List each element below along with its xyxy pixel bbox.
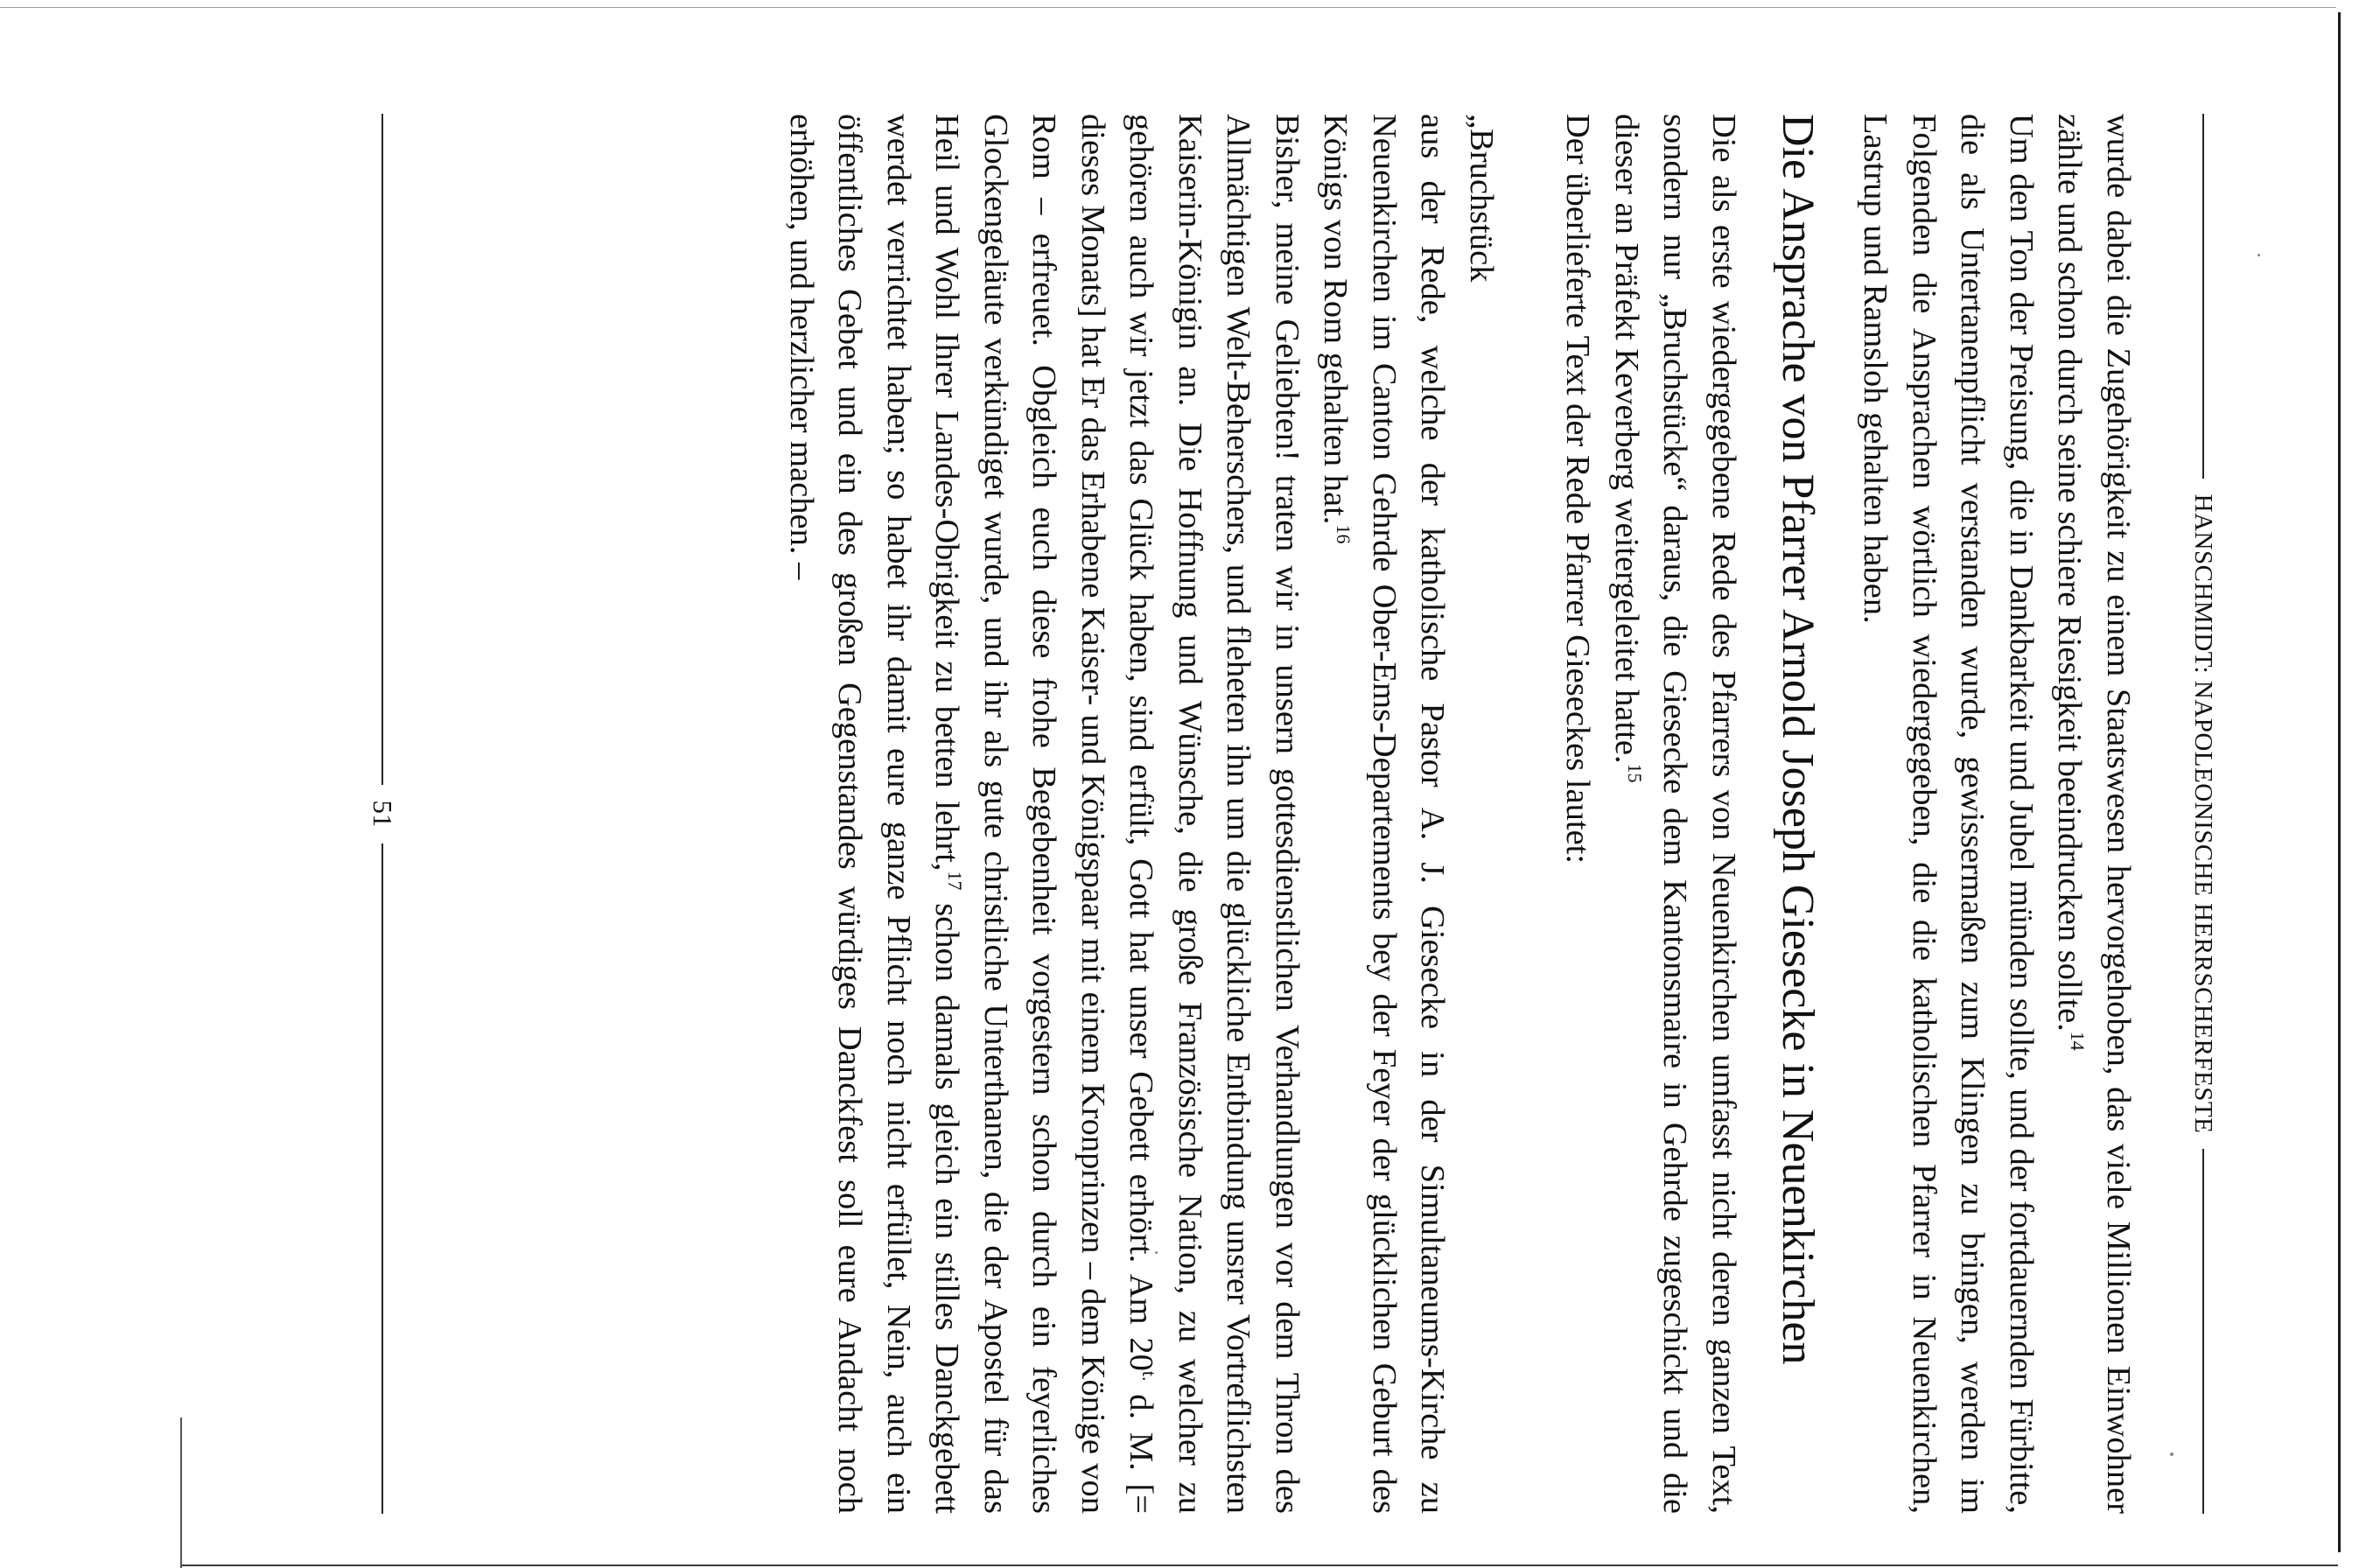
quote-body: Bisher, meine Geliebten! traten wir in unsern gottesdienstlichen Verhandlungen vor dem Thron des Allmächtigen Welt-Beherschers, und fleheten ihn um die glückliche Entbindung unsrer Vortreflichsten Kaiserin-Königin an. Die Hoffnung und Wünsche, die große Französische Nation, zu welcher zu gehören auch wir jetzt das Glück haben, sind erfült, Gott hat unser Gebett erhört. Am 20$^{t.}$ d. M. [= dieses Monats] hat Er das Erhabene Kaiser- und Königspaar mit einem Kronprinzen – dem Könige von Rom – erfreuet. Obgleich euch diese frohe Begebenheit vorgestern schon durch ein feyerliches Glockengeläute verkündiget wurde, und ihr als gute christliche Unterthanen, die der Apostel für das Heil und Wohl Ihrer Landes-Obrigkeit zu betten lehrt,$^{17}$ schon damals gleich ein stilles Danckgebett werdet verrichtet haben; so habet ihr damit eure ganze Pflicht noch nicht erfüllet, Nein, auch ein öffentliches Gebet und ein des großen Gegenstandes würdiges Danckfest soll eure Andacht noch erhöhen, und herzlicher machen. – (783, 114, 1306, 1514)
scan-speck (2258, 254, 2260, 256)
paragraph-3: Die als erste wiedergegebene Rede des Pfarrers von Neuenkirchen umfasst nicht deren ganzen Text, sondern nur „Bruchstücke“ daraus, die Giesecke dem Kantonsmaire in Gehrde zugeschickt und die dieser an Präfekt Keverberg weitergeleitet hatte.$^{15}$ (1608, 114, 1742, 1514)
running-head-rule-left (2202, 114, 2204, 479)
footnote-ref-16[interactable]: 16 (1333, 524, 1355, 544)
section-heading: Die Ansprache von Pfarrer Arnold Joseph Giesecke in Neuenkirchen (1773, 114, 1823, 1365)
page-number: 51 (368, 800, 398, 828)
quote-intro: aus der Rede, welche der katholische Pastor A. J. Giesecke in der Simultaneums-Kirche zu Neuenkirchen im Canton Gehrde Ober-Ems-Departements bey der Feyer der glücklichen Geburt des Königs von Rom gehalten hat.$^{16}$ (1317, 114, 1452, 1514)
running-head-text: HANSCHMIDT: NAPOLEONISCHE HERRSCHERFESTE (2189, 494, 2218, 1134)
paragraph-2: Um den Ton der Preisung, die in Dankbarkeit und Jubel münden sollte, und der fortdauernden Fürbitte, die als Untertanenpflicht verstanden wurde, gewissermaßen zum Klingen zu bringen, werden im Folgenden die Ansprachen wörtlich wiedergegeben, die die katholischen Pfarrer in Neuenkirchen, Lastrup und Ramsloh gehalten haben. (1857, 114, 2040, 1514)
footnote-ref-17[interactable]: 17 (944, 871, 967, 891)
document-body (497, 114, 2142, 1514)
footnote-ref-15[interactable]: 15 (1623, 763, 1646, 783)
scan-edge-bottom (180, 1564, 2338, 1566)
date-superscript: t. (1138, 1370, 1161, 1382)
scan-edge-right (2338, 12, 2341, 1552)
paragraph-4: Der überlieferte Text der Rede Pfarrer Gieseckes lautet: (1559, 114, 1597, 864)
paragraph-gap (1505, 114, 1553, 1514)
folio-rule-left (382, 114, 383, 785)
page-folio (360, 114, 404, 1514)
scan-edge-top (0, 7, 2336, 8)
rotated-document-page (304, 114, 2230, 1514)
footnote-ref-14[interactable]: 14 (2067, 1031, 2090, 1051)
scan-edge-left (180, 1418, 182, 1568)
folio-rule-right (382, 844, 383, 1515)
quote-title: „Bruchstück (1463, 114, 1500, 283)
paragraph-1: wurde dabei die Zugehörigkeit zu einem Staatswesen hervorgehoben, das viele Millionen Einwohner zählte und schon durch seine schiere Riesigkeit beeindrucken sollte.$^{14}$ (2051, 114, 2137, 1514)
running-head-rule-right (2202, 1149, 2204, 1514)
running-head (2177, 114, 2230, 1514)
